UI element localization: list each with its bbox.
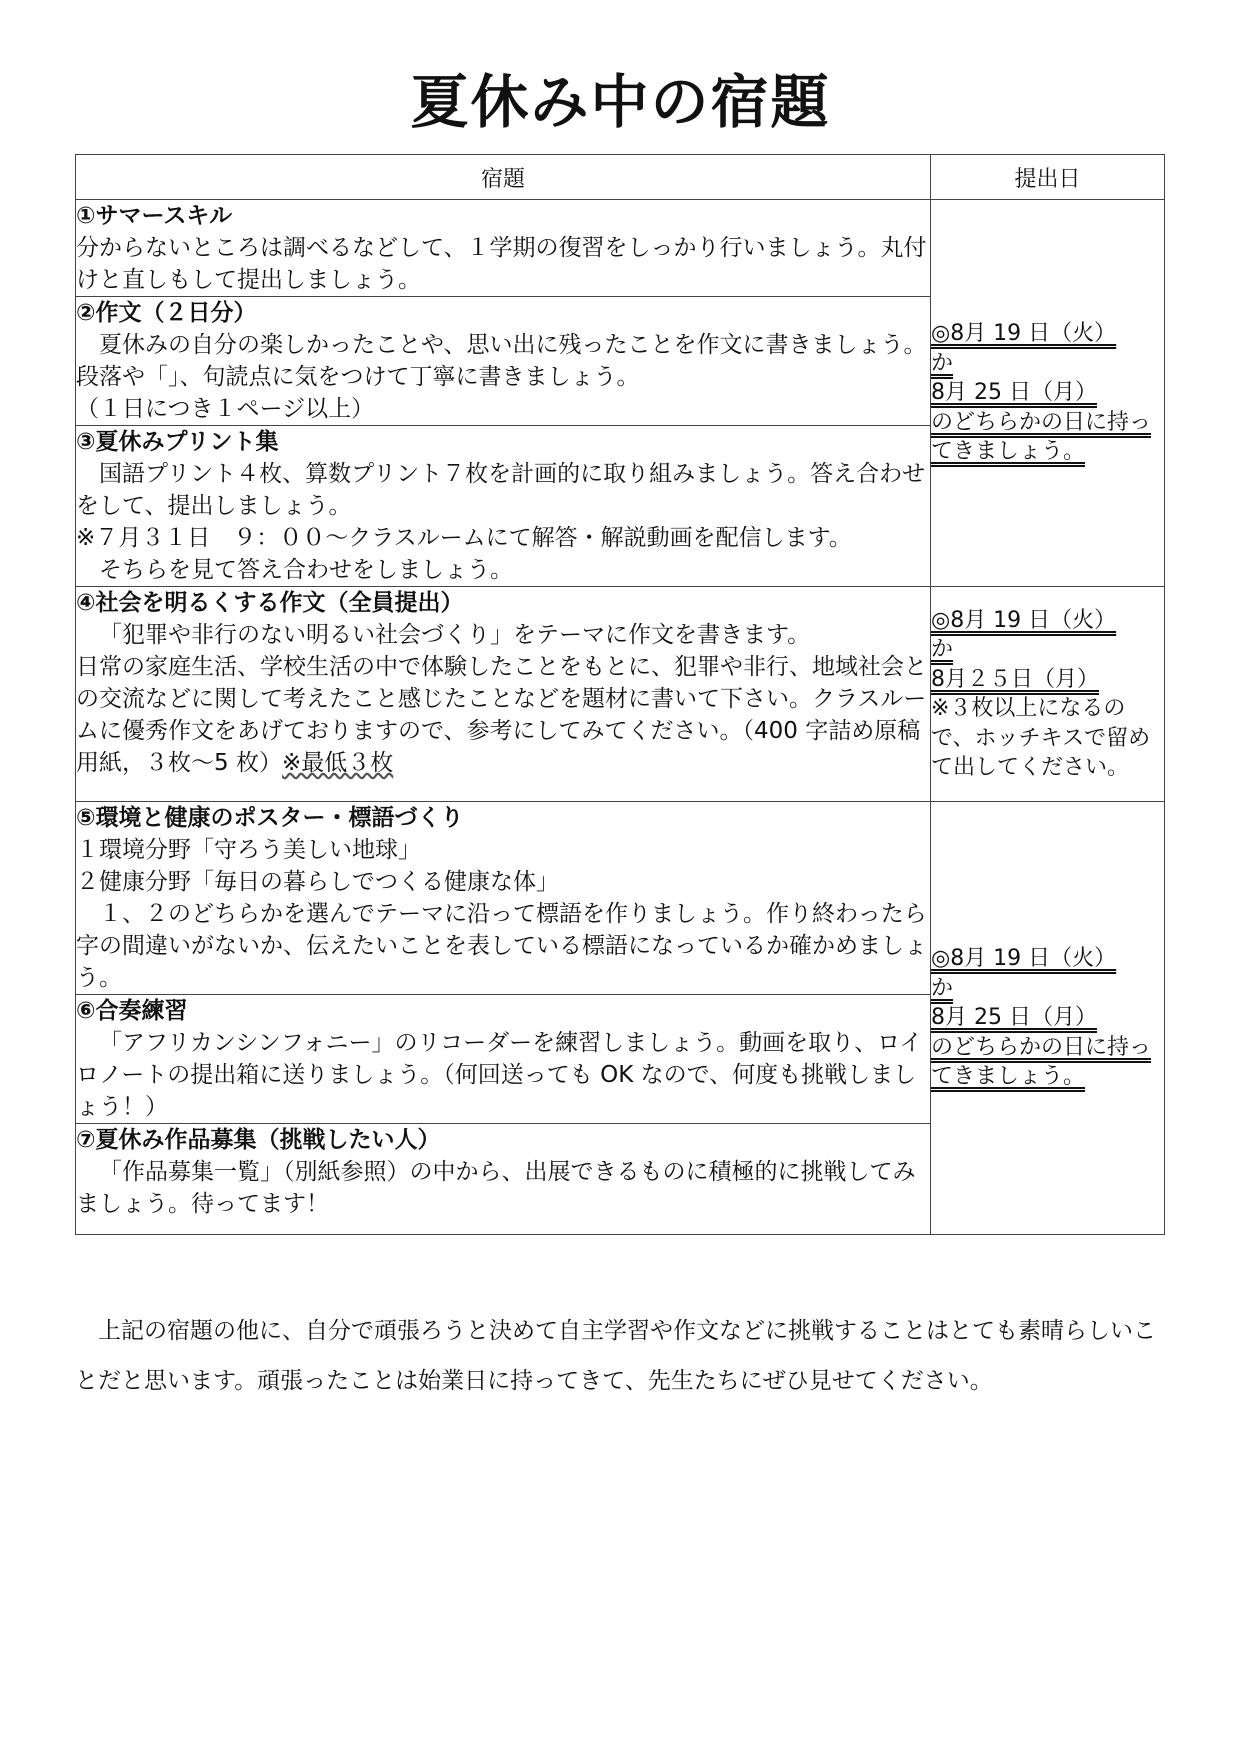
task-text: 夏休みの自分の楽しかったことや、思い出に残ったことを作文に書きましょう。段落や「」、句読点に気をつけて丁寧に書きましょう。 bbox=[76, 332, 927, 390]
due-date-end: 8月２５日（月） bbox=[931, 666, 1099, 692]
due-note: のどちらかの日に持ってきましょう。 bbox=[931, 1034, 1152, 1090]
task-title: ②作文（２日分） bbox=[76, 300, 257, 326]
due-note: のどちらかの日に持ってきましょう。 bbox=[931, 409, 1152, 465]
header-due: 提出日 bbox=[931, 155, 1165, 200]
due-cell-3 bbox=[931, 802, 1165, 1235]
table-row bbox=[76, 587, 1165, 802]
task-title: ⑤環境と健康のポスター・標語づくり bbox=[76, 805, 464, 831]
due-date-start: ◎8月 19 日（火） bbox=[931, 607, 1117, 633]
task-title: ⑥合奏練習 bbox=[76, 998, 188, 1024]
task-text-body: 日常の家庭生活、学校生活の中で体験したことをもとに、犯罪や非行、地域社会との交流などに関して考えたこと感じたことなどを題材に書いて下さい。クラスルームに優秀作文をあげておりますので、参考にしてみてください。（400 字詰め原稿用紙，３枚～5 枚） bbox=[76, 654, 927, 776]
due-cell-1 bbox=[931, 200, 1165, 587]
task-title: ①サマースキル bbox=[76, 203, 233, 229]
task-ensemble bbox=[76, 995, 931, 1124]
task-text: 「作品募集一覧」（別紙参照）の中から、出展できるものに積極的に挑戦してみましょう。待ってます！ bbox=[76, 1159, 916, 1217]
task-composition bbox=[76, 297, 931, 426]
task-text: （１日につき１ページ以上） bbox=[76, 396, 375, 422]
table-row bbox=[76, 802, 1165, 995]
task-text: そちらを見て答え合わせをしましょう。 bbox=[99, 557, 513, 583]
task-title: ③夏休みプリント集 bbox=[76, 429, 279, 455]
task-poster-slogan bbox=[76, 802, 931, 995]
page-title: 夏休み中の宿題 bbox=[410, 68, 831, 136]
task-text: 国語プリント４枚、算数プリント７枚を計画的に取り組みましょう。答え合わせをして、提出しましょう。 bbox=[76, 461, 926, 519]
task-text: 「犯罪や非行のない明るい社会づくり」をテーマに作文を書きます。 bbox=[99, 622, 811, 648]
due-date-end: 8月 25 日（月） bbox=[931, 380, 1097, 406]
due-cell-2 bbox=[931, 587, 1165, 802]
task-text bbox=[76, 651, 930, 779]
due-date-start: ◎8月 19 日（火） bbox=[931, 321, 1117, 347]
due-or: か bbox=[931, 975, 954, 1001]
task-text: ２健康分野「毎日の暮らしでつくる健康な体」 bbox=[76, 869, 559, 895]
due-date-start: ◎8月 19 日（火） bbox=[931, 946, 1117, 972]
due-or: か bbox=[931, 637, 954, 662]
task-text: 「アフリカンシンフォニー」のリコーダーを練習しましょう。動画を取り、ロイロノートの提出箱に送りましょう。（何回送っても OK なので、何度も挑戦しましょう！） bbox=[76, 1030, 923, 1120]
task-text: １環境分野「守ろう美しい地球」 bbox=[76, 837, 421, 863]
footer-message: 上記の宿題の他に、自分で頑張ろうと決めて自主学習や作文などに挑戦することはとても素晴らしいことだと思います。頑張ったことは始業日に持ってきて、先生たちにぜひ見せてください。 bbox=[75, 1318, 1156, 1394]
due-note: ※３枚以上になるので、ホッチキスで留めて出してください。 bbox=[931, 696, 1151, 780]
minimum-note: ※最低３枚 bbox=[281, 750, 394, 776]
due-date-end: 8月 25 日（月） bbox=[931, 1005, 1097, 1031]
task-art-contest bbox=[76, 1124, 931, 1235]
task-print-collection bbox=[76, 426, 931, 587]
task-text: 分からないところは調べるなどして、１学期の復習をしっかり行いましょう。丸付けと直しもして提出しましょう。 bbox=[76, 235, 927, 293]
task-society-essay bbox=[76, 587, 931, 802]
task-text: １、２のどちらかを選んでテーマに沿って標語を作りましょう。作り終わったら字の間違いがないか、伝えたいことを表している標語になっているか確かめましょう。 bbox=[76, 901, 927, 991]
task-summer-skill bbox=[76, 200, 931, 297]
task-text: ※７月３１日 ９：００～クラスルームにて解答・解説動画を配信します。 bbox=[76, 525, 852, 551]
table-row bbox=[76, 200, 1165, 297]
homework-table bbox=[75, 154, 1165, 1235]
task-title: ⑦夏休み作品募集（挑戦したい人） bbox=[76, 1127, 441, 1153]
header-task: 宿題 bbox=[76, 155, 931, 200]
table-header-row bbox=[76, 155, 1165, 200]
due-or: か bbox=[931, 350, 954, 376]
task-title: ④社会を明るくする作文（全員提出） bbox=[76, 590, 464, 616]
